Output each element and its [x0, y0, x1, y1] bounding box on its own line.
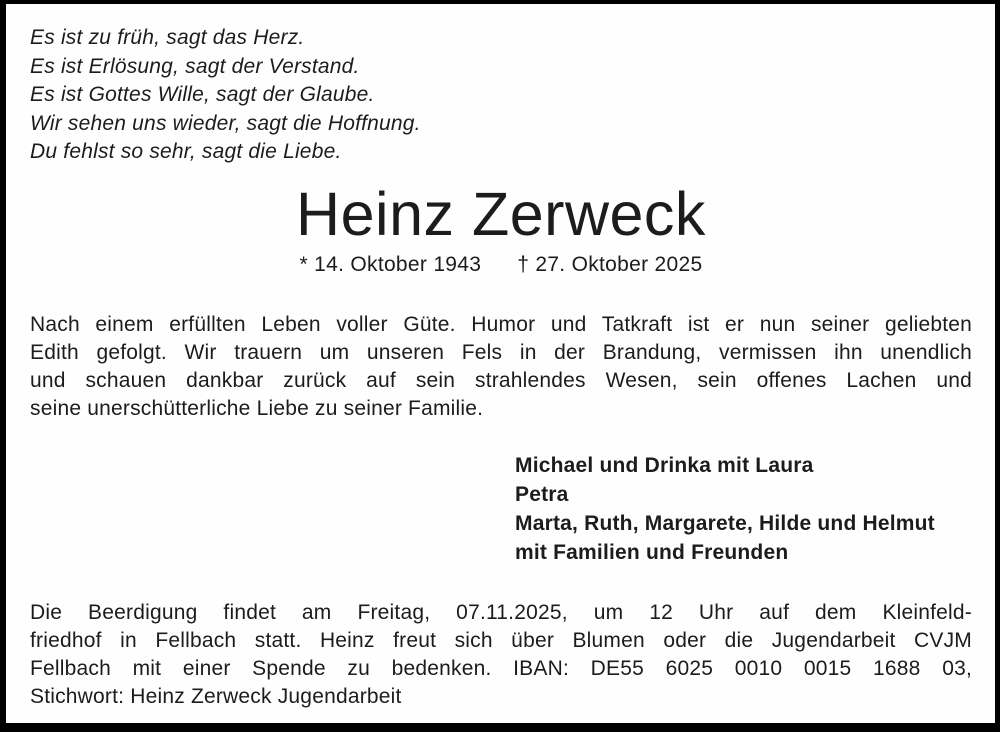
text-line: Die Beerdigung findet am Freitag, 07.11.2025, um 12 Uhr auf dem Kleinfeld-	[30, 600, 972, 624]
text-line: Edith gefolgt. Wir trauern um unseren Fels in der Brandung, vermissen ihn unendlich	[30, 340, 972, 364]
text-line: Es ist Erlösung, sagt der Verstand.	[30, 54, 360, 78]
text-line: Stichwort: Heinz Zerweck Jugendarbeit	[30, 684, 402, 708]
text-line: seine unerschütterliche Liebe zu seiner Familie.	[30, 396, 484, 420]
text-line: mit Familien und Freunden	[515, 540, 789, 564]
text-line: Es ist Gottes Wille, sagt der Glaube.	[30, 83, 375, 106]
birth-date: * 14. Oktober 1943	[299, 252, 482, 276]
obituary-sheet	[6, 4, 995, 723]
verse-block	[30, 24, 972, 167]
text-line: Du fehlst so sehr, sagt die Liebe.	[30, 140, 342, 163]
mourners-block	[515, 451, 972, 567]
life-dates	[30, 251, 972, 279]
text-line: Petra	[515, 482, 569, 506]
text-line: Nach einem erfüllten Leben voller Güte. Humor und Tatkraft ist er nun seiner geliebten	[30, 312, 972, 336]
text-line: Wir sehen uns wieder, sagt die Hoffnung.	[30, 111, 421, 135]
text-line: und schauen dankbar zurück auf sein strahlendes Wesen, sein offenes Lachen und	[30, 368, 972, 392]
text-line: Michael und Drinka mit Laura	[515, 453, 814, 477]
text-line: friedhof in Fellbach statt. Heinz freut sich über Blumen oder die Jugendarbeit CVJM	[30, 628, 972, 652]
deceased-name: Heinz Zerweck	[296, 179, 706, 248]
death-date: † 27. Oktober 2025	[517, 252, 703, 276]
funeral-info	[30, 599, 972, 711]
text-line: Fellbach mit einer Spende zu bedenken. IBAN: DE55 6025 0010 0015 1688 03,	[30, 656, 972, 680]
obituary-text	[30, 311, 972, 423]
text-line: Es ist zu früh, sagt das Herz.	[30, 26, 305, 49]
text-line: Marta, Ruth, Margarete, Hilde und Helmut	[515, 511, 935, 535]
